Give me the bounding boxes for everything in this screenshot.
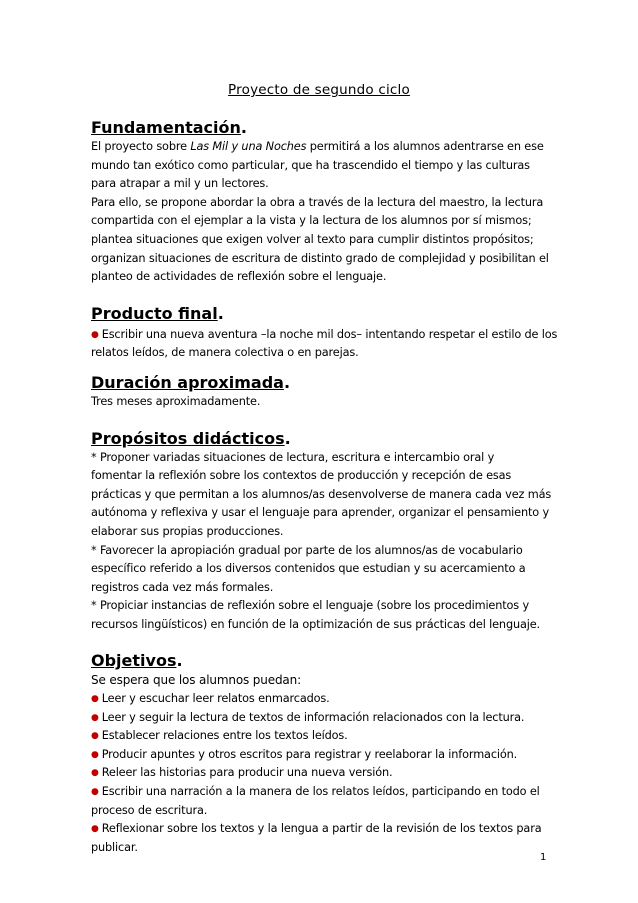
paragraph-line: relatos leídos, de manera colectiva o en parejas. [91, 346, 359, 360]
bullet-icon: ● [91, 712, 99, 723]
paragraph-line: Para ello, se propone abordar la obra a través de la lectura del maestro, la lectura [91, 195, 544, 209]
heading-propositos: Propósitos didácticos. [91, 428, 291, 448]
list-item-continuation: proceso de escritura. [91, 803, 208, 817]
list-item: ● Releer las historias para producir una nueva versión. [91, 766, 393, 780]
book-title: Las Mil y una Noches [190, 140, 307, 153]
paragraph-line: Se espera que los alumnos puedan: [91, 673, 301, 688]
paragraph-line: prácticas y que permitan a los alumnos/as desenvolverse de manera cada vez más [91, 487, 552, 501]
paragraph-line: para atrapar a mil y un lectores. [91, 177, 269, 191]
paragraph-line: * Favorecer la apropiación gradual por parte de los alumnos/as de vocabulario [91, 543, 523, 557]
paragraph-line: elaborar sus propias producciones. [91, 524, 284, 538]
list-item: ● Reflexionar sobre los textos y la lengua a partir de la revisión de los textos para [91, 822, 542, 836]
heading-objetivos: Objetivos. [91, 651, 183, 671]
heading-duracion: Duración aproximada. [91, 372, 291, 392]
paragraph-line: El proyecto sobre Las Mil y una Noches permitirá a los alumnos adentrarse en ese [91, 140, 544, 153]
page-title: Proyecto de segundo ciclo [228, 82, 410, 98]
paragraph-line: fomentar la reflexión sobre los contextos de producción y recepción de esas [91, 469, 512, 483]
bullet-icon: ● [91, 768, 99, 779]
bullet-icon: ● [91, 694, 99, 705]
list-item: ● Establecer relaciones entre los textos leídos. [91, 729, 348, 743]
paragraph-line: Tres meses aproximadamente. [91, 394, 261, 408]
list-item-continuation: publicar. [91, 840, 138, 854]
bullet-icon: ● [91, 787, 99, 798]
list-item: ● Leer y seguir la lectura de textos de información relacionados con la lectura. [91, 710, 525, 724]
paragraph-line: plantea situaciones que exigen volver al texto para cumplir distintos propósitos; [91, 232, 534, 246]
page-number: 1 [540, 852, 547, 863]
heading-producto-final: Producto final. [91, 303, 224, 323]
paragraph-line: registros cada vez más formales. [91, 580, 274, 594]
heading-fundamentacion: Fundamentación. [91, 118, 247, 137]
list-item: ● Escribir una narración a la manera de los relatos leídos, participando en todo el [91, 785, 540, 799]
document-body [91, 118, 558, 857]
paragraph-line: * Proponer variadas situaciones de lectura, escritura e intercambio oral y [91, 450, 495, 464]
paragraph-line: compartida con el ejemplar a la vista y la lectura de los alumnos por sí mismos; [91, 214, 532, 228]
bullet-icon: ● [91, 329, 99, 340]
paragraph-line: organizan situaciones de escritura de distinto grado de complejidad y posibilitan el [91, 251, 549, 265]
paragraph-line: * Propiciar instancias de reflexión sobre el lenguaje (sobre los procedimientos y [91, 599, 529, 613]
list-item: ● Producir apuntes y otros escritos para registrar y reelaborar la información. [91, 747, 518, 761]
paragraph-line: mundo tan exótico como particular, que ha trascendido el tiempo y las culturas [91, 158, 530, 172]
paragraph-line: ● Escribir una nueva aventura –la noche mil dos– intentando respetar el estilo de los [91, 327, 558, 341]
paragraph-line: autónoma y reflexiva y usar el lenguaje para aprender, organizar el pensamiento y [91, 506, 549, 520]
list-item: ● Leer y escuchar leer relatos enmarcados. [91, 692, 330, 706]
bullet-icon: ● [91, 731, 99, 742]
paragraph-line: recursos lingüísticos) en función de la optimización de sus prácticas del lenguaje. [91, 617, 540, 631]
paragraph-line: específico referido a los diversos contenidos que estudian y su acercamiento a [91, 562, 526, 576]
bullet-icon: ● [91, 749, 99, 760]
bullet-icon: ● [91, 824, 99, 835]
paragraph-line: planteo de actividades de reflexión sobre el lenguaje. [91, 270, 387, 284]
